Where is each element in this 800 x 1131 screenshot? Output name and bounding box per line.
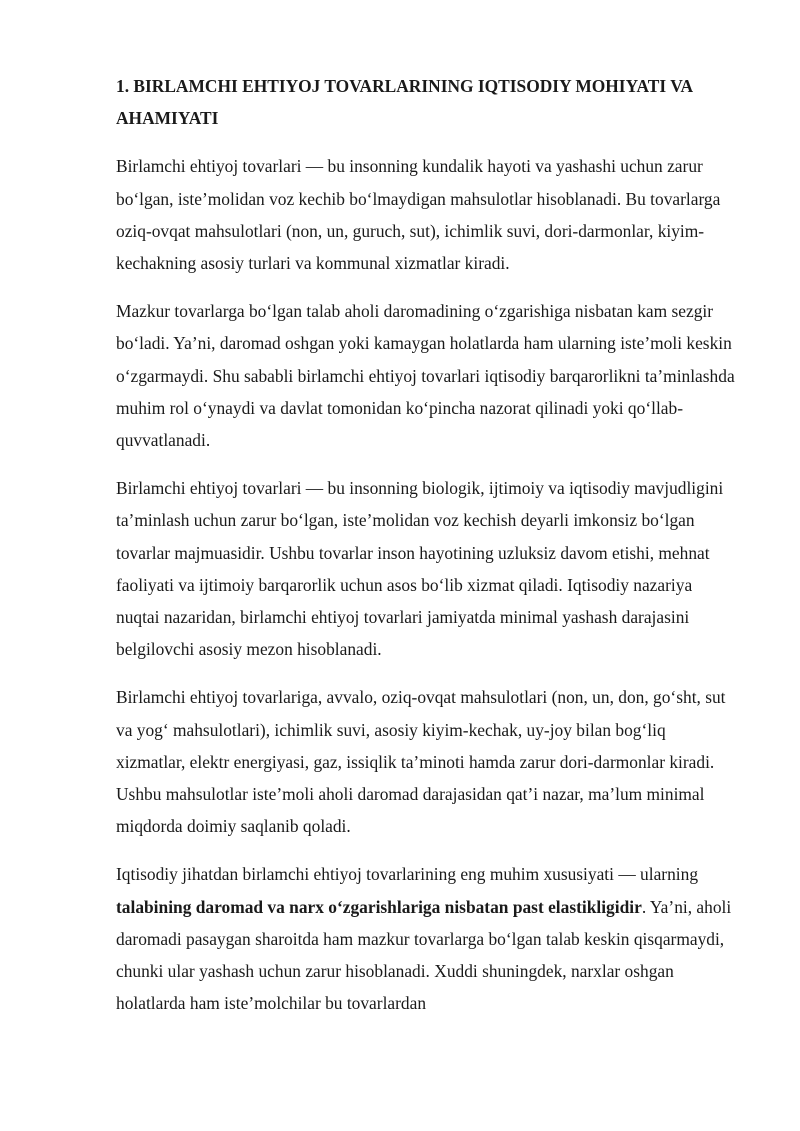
paragraph-5-intro: Iqtisodiy jihatdan birlamchi ehtiyoj tovarlarining eng muhim xususiyati — ularning [116,864,699,885]
paragraph-5 [116,858,736,1019]
document-page [116,70,736,1035]
paragraph-4: Birlamchi ehtiyoj tovarlariga, avvalo, oziq-ovqat mahsulotlari (non, un, don, go‘sht, sut va yog‘ mahsulotlari), ichimlik suvi, asosiy kiyim-kechak, uy-joy bilan bog‘liq xizmatlar, elektr energiyasi, gaz, issiqlik ta’minoti hamda zarur dori-darmonlar kiradi. Ushbu mahsulotlar iste’moli aholi daromad darajasidan qat’i nazar, ma’lum minimal miqdorda doimiy saqlanib qoladi. [116,687,726,837]
paragraph-5-rest: . Ya’ni, aholi daromadi pasaygan sharoitda ham mazkur tovarlarga bo‘lgan talab keskin qisqarmaydi, chunki ular yashash uchun zarur hisoblanadi. Xuddi shuningdek, narxlar oshgan holatlarda ham iste’molchilar bu tovarlardan [116,896,732,1014]
paragraph-2: Mazkur tovarlarga bo‘lgan talab aholi daromadining o‘zgarishiga nisbatan kam sezgir bo‘ladi. Ya’ni, daromad oshgan yoki kamaygan holatlarda ham ularning iste’moli keskin o‘zgarmaydi. Shu sababli birlamchi ehtiyoj tovarlari iqtisodiy barqarorlikni ta’minlashda muhim rol o‘ynaydi va davlat tomonidan ko‘pincha nazorat qilinadi yoki qo‘llab-quvvatlanadi. [116,301,735,451]
paragraph-3: Birlamchi ehtiyoj tovarlari — bu insonning biologik, ijtimoiy va iqtisodiy mavjudligini ta’minlash uchun zarur bo‘lgan, iste’molidan voz kechish deyarli imkonsiz bo‘lgan tovarlar majmuasidir. Ushbu tovarlar inson hayotining uzluksiz davom etishi, mehnat faoliyati va ijtimoiy barqarorlik uchun asos bo‘lib xizmat qiladi. Iqtisodiy nazariya nuqtai nazaridan, birlamchi ehtiyoj tovarlari jamiyatda minimal yashash darajasini belgilovchi asosiy mezon hisoblanadi. [116,478,724,660]
paragraph-5-emphasis: talabining daromad va narx o‘zgarishlariga nisbatan past elastikligidir [116,896,642,917]
paragraph-1: Birlamchi ehtiyoj tovarlari — bu insonning kundalik hayoti va yashashi uchun zarur bo‘lgan, iste’molidan voz kechib bo‘lmaydigan mahsulotlar hisoblanadi. Bu tovarlarga oziq-ovqat mahsulotlari (non, un, guruch, sut), ichimlik suvi, dori-darmonlar, kiyim-kechakning asosiy turlari va kommunal xizmatlar kiradi. [116,156,721,274]
section-heading: 1. BIRLAMCHI EHTIYOJ TOVARLARINING IQTISODIY MOHIYATI VA AHAMIYATI [116,76,693,129]
